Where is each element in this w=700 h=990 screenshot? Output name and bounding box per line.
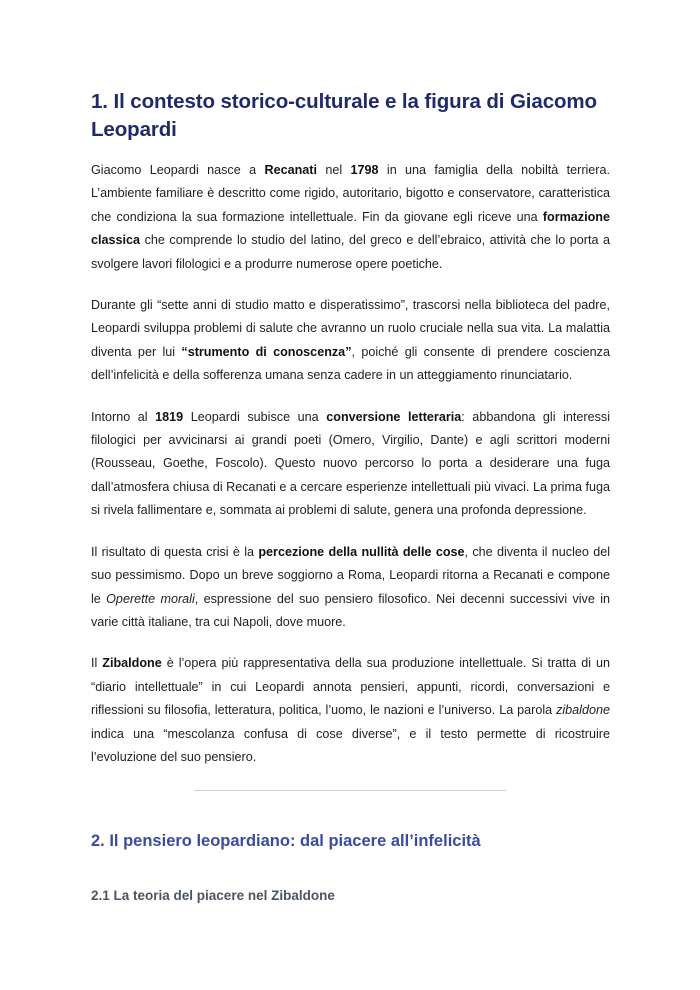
- italic-text: Operette morali: [106, 591, 195, 606]
- section-divider: [194, 790, 506, 791]
- text-run: Il risultato di questa crisi è la: [91, 544, 259, 559]
- text-run: , espressione del suo pensiero filosofico. Nei decenni successivi vive in varie città italiane, tra cui Napoli, dove muore.: [91, 591, 610, 629]
- text-run: , poiché gli consente di prendere coscienza dell’infelicità e della sofferenza umana senza cadere in un atteggiamento rinunciatario.: [91, 344, 610, 383]
- section-1: [91, 88, 610, 769]
- text-run: Il: [91, 656, 103, 671]
- bold-text: formazione classica: [91, 209, 610, 248]
- subsection-2-1-heading: 2.1 La teoria del piacere nel Zibaldone: [91, 888, 335, 903]
- text-run: nel: [316, 163, 351, 177]
- text-run: in una famiglia della nobiltà terriera. L’ambiente familiare è descritto come rigido, autoritario, bigotto e conservatore, caratteristica che condiziona la sua formazione intellettuale. Fin da giovane egli riceve una: [91, 163, 611, 224]
- text-run: Giacomo Leopardi nasce a: [91, 163, 265, 177]
- paragraph-1: [91, 159, 610, 276]
- text-run: Durante gli “sette anni di studio matto e disperatissimo”, trascorsi nella biblioteca del padre, Leopardi sviluppa problemi di salute che avranno un ruolo cruciale nella sua vita. La malattia diventa per lui: [91, 298, 610, 359]
- paragraph-5: [91, 652, 610, 769]
- bold-text: 1819: [155, 409, 184, 424]
- text-run: indica una “mescolanza confusa di cose diverse”, e il testo permette di ricostruire l’evoluzione del suo pensiero.: [91, 726, 610, 764]
- bold-text: 1798: [350, 163, 379, 177]
- italic-text: zibaldone: [556, 703, 610, 718]
- bold-text: conversione letteraria: [326, 409, 462, 424]
- text-run: , che diventa il nucleo del suo pessimismo. Dopo un breve soggiorno a Roma, Leopardi ritorna a Recanati e compone le: [91, 544, 610, 606]
- bold-text: percezione della nullità delle cose: [258, 544, 465, 559]
- section-2-heading: 2. Il pensiero leopardiano: dal piacere all’infelicità: [91, 832, 481, 850]
- paragraph-2: [91, 294, 610, 388]
- text-run: che comprende lo studio del latino, del greco e dell’ebraico, attività che lo porta a svolgere lavori filologici e a produrre numerose opere poetiche.: [91, 233, 610, 271]
- bold-text: Zibaldone: [102, 656, 162, 671]
- paragraph-3: [91, 406, 610, 523]
- text-run: : abbandona gli interessi filologici per avvicinarsi ai grandi poeti (Omero, Virgilio, Dante) e agli scrittori moderni (Rousseau, Goethe, Foscolo). Questo nuovo percorso lo porta a desiderare una fuga dall’atmosfera chiusa di Recanati e a cercare esperienze intellettuali più vivaci. La prima fuga si rivela fallimentare e, sommata ai problemi di salute, genera una profonda depressione.: [91, 409, 610, 518]
- text-run: è l’opera più rappresentativa della sua produzione intellettuale. Si tratta di un “diario intellettuale” in cui Leopardi annota pensieri, appunti, ricordi, conversazioni e riflessioni su filosofia, letteratura, politica, l’uomo, le nazioni e l’universo. La parola: [91, 656, 611, 718]
- bold-text: “strumento di conoscenza”: [181, 344, 352, 359]
- text-run: Intorno al: [91, 409, 156, 424]
- bold-text: Recanati: [264, 163, 317, 177]
- text-run: Leopardi subisce una: [183, 409, 327, 424]
- paragraph-4: [91, 541, 610, 635]
- section-1-heading: 1. Il contesto storico-culturale e la figura di Giacomo Leopardi: [91, 90, 597, 141]
